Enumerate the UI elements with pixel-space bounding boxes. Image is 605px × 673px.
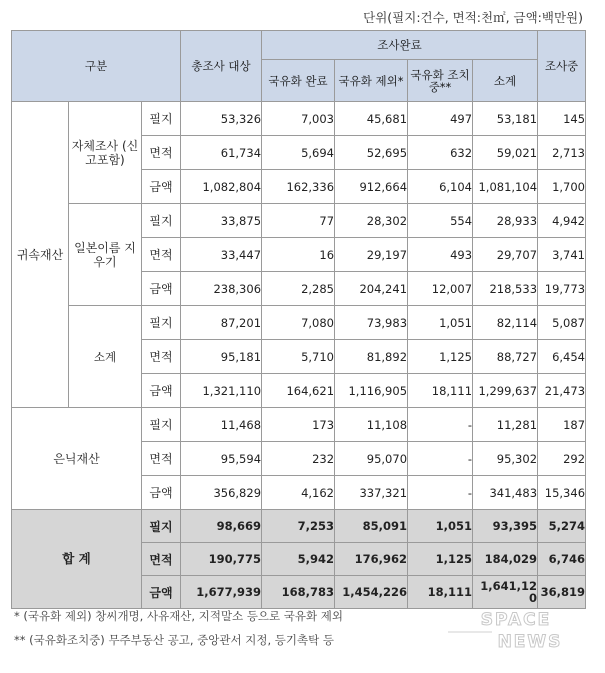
metric-label: 면적 [142, 543, 181, 576]
cell: 53,326 [181, 102, 262, 136]
cell: 7,080 [262, 306, 335, 340]
cell: - [408, 408, 473, 442]
cell: 356,829 [181, 476, 262, 510]
cell: 1,700 [538, 170, 586, 204]
cell: 204,241 [335, 272, 408, 306]
cell: 59,021 [473, 136, 538, 170]
cell: 1,454,226 [335, 576, 408, 609]
cell: 341,483 [473, 476, 538, 510]
table-row-total [12, 510, 586, 543]
cell: 232 [262, 442, 335, 476]
cell: 218,533 [473, 272, 538, 306]
group-vested: 귀속재산 [12, 102, 69, 408]
cell: 95,070 [335, 442, 408, 476]
cell: 184,029 [473, 543, 538, 576]
cell: 7,253 [262, 510, 335, 543]
cell: 1,051 [408, 306, 473, 340]
cell: 1,082,804 [181, 170, 262, 204]
header-nation-excl: 국유화 제외* [335, 60, 408, 102]
cell: 3,741 [538, 238, 586, 272]
cell: 162,336 [262, 170, 335, 204]
cell: 18,111 [408, 576, 473, 609]
cell: 93,395 [473, 510, 538, 543]
cell: 33,447 [181, 238, 262, 272]
cell: 5,942 [262, 543, 335, 576]
cell: 11,281 [473, 408, 538, 442]
metric-label: 면적 [142, 136, 181, 170]
logo-line2: NEWS [497, 632, 563, 652]
table-row [12, 102, 586, 136]
header-survey-done: 조사완료 [262, 31, 538, 60]
cell: 2,285 [262, 272, 335, 306]
metric-label: 필지 [142, 102, 181, 136]
cell: 87,201 [181, 306, 262, 340]
header-in-progress: 조사중 [538, 31, 586, 102]
cell: 29,707 [473, 238, 538, 272]
cell: 2,713 [538, 136, 586, 170]
cell: 912,664 [335, 170, 408, 204]
cell: 337,321 [335, 476, 408, 510]
metric-label: 면적 [142, 238, 181, 272]
metric-label: 필지 [142, 204, 181, 238]
cell: 73,983 [335, 306, 408, 340]
cell: 98,669 [181, 510, 262, 543]
cell: 18,111 [408, 374, 473, 408]
cell: 36,819 [538, 576, 586, 609]
group-subtotal: 소계 [69, 306, 142, 408]
cell: 77 [262, 204, 335, 238]
group-hidden: 은닉재산 [12, 408, 142, 510]
cell: 1,051 [408, 510, 473, 543]
metric-label: 금액 [142, 374, 181, 408]
metric-label: 금액 [142, 476, 181, 510]
metric-label: 금액 [142, 272, 181, 306]
cell: 85,091 [335, 510, 408, 543]
cell: 21,473 [538, 374, 586, 408]
cell: 95,302 [473, 442, 538, 476]
cell: 28,302 [335, 204, 408, 238]
cell: 5,694 [262, 136, 335, 170]
cell: 81,892 [335, 340, 408, 374]
cell: 12,007 [408, 272, 473, 306]
footnote-2: ** (국유화조치중) 무주부동산 공고, 중앙관서 지정, 등기촉탁 등 [14, 633, 334, 647]
cell: 5,087 [538, 306, 586, 340]
cell: 187 [538, 408, 586, 442]
cell: 5,274 [538, 510, 586, 543]
cell: 1,321,110 [181, 374, 262, 408]
cell: 1,081,104 [473, 170, 538, 204]
cell: - [408, 442, 473, 476]
cell: - [408, 476, 473, 510]
cell: 95,181 [181, 340, 262, 374]
cell: 11,108 [335, 408, 408, 442]
cell: 11,468 [181, 408, 262, 442]
cell: 1,125 [408, 340, 473, 374]
cell: 145 [538, 102, 586, 136]
table-row [12, 306, 586, 340]
unit-note: 단위(필지:건수, 면적:천㎡, 금액:백만원) [363, 10, 583, 25]
cell: 1,641,120 [473, 576, 538, 609]
logo-line1: SPACE [480, 610, 552, 630]
header-nation-done: 국유화 완료 [262, 60, 335, 102]
metric-label: 필지 [142, 510, 181, 543]
cell: 238,306 [181, 272, 262, 306]
cell: 95,594 [181, 442, 262, 476]
cell: 28,933 [473, 204, 538, 238]
space-news-logo [446, 605, 586, 653]
cell: 1,299,637 [473, 374, 538, 408]
header-total-target: 총조사 대상 [181, 31, 262, 102]
cell: 45,681 [335, 102, 408, 136]
cell: 19,773 [538, 272, 586, 306]
cell: 176,962 [335, 543, 408, 576]
cell: 493 [408, 238, 473, 272]
cell: 4,162 [262, 476, 335, 510]
cell: 16 [262, 238, 335, 272]
cell: 164,621 [262, 374, 335, 408]
footnote-1: * (국유화 제외) 창씨개명, 사유재산, 지적말소 등으로 국유화 제외 [14, 609, 344, 623]
cell: 6,454 [538, 340, 586, 374]
cell: 88,727 [473, 340, 538, 374]
header-subtotal: 소계 [473, 60, 538, 102]
group-self-survey: 자체조사 (신고포함) [69, 102, 142, 204]
metric-label: 필지 [142, 408, 181, 442]
cell: 173 [262, 408, 335, 442]
cell: 497 [408, 102, 473, 136]
cell: 6,746 [538, 543, 586, 576]
table-row [12, 204, 586, 238]
metric-label: 필지 [142, 306, 181, 340]
cell: 61,734 [181, 136, 262, 170]
table-row [12, 408, 586, 442]
group-grand-total: 합 계 [12, 510, 142, 609]
metric-label: 금액 [142, 576, 181, 609]
metric-label: 면적 [142, 442, 181, 476]
metric-label: 면적 [142, 340, 181, 374]
cell: 6,104 [408, 170, 473, 204]
cell: 7,003 [262, 102, 335, 136]
group-jp-name: 일본이름 지우기 [69, 204, 142, 306]
header-nation-progress: 국유화 조치중** [408, 60, 473, 102]
property-survey-table [11, 30, 586, 609]
cell: 53,181 [473, 102, 538, 136]
cell: 15,346 [538, 476, 586, 510]
cell: 1,125 [408, 543, 473, 576]
header-category: 구분 [12, 31, 181, 102]
cell: 5,710 [262, 340, 335, 374]
cell: 190,775 [181, 543, 262, 576]
cell: 4,942 [538, 204, 586, 238]
cell: 1,116,905 [335, 374, 408, 408]
cell: 554 [408, 204, 473, 238]
cell: 82,114 [473, 306, 538, 340]
cell: 52,695 [335, 136, 408, 170]
cell: 632 [408, 136, 473, 170]
cell: 292 [538, 442, 586, 476]
cell: 29,197 [335, 238, 408, 272]
cell: 1,677,939 [181, 576, 262, 609]
cell: 33,875 [181, 204, 262, 238]
cell: 168,783 [262, 576, 335, 609]
metric-label: 금액 [142, 170, 181, 204]
